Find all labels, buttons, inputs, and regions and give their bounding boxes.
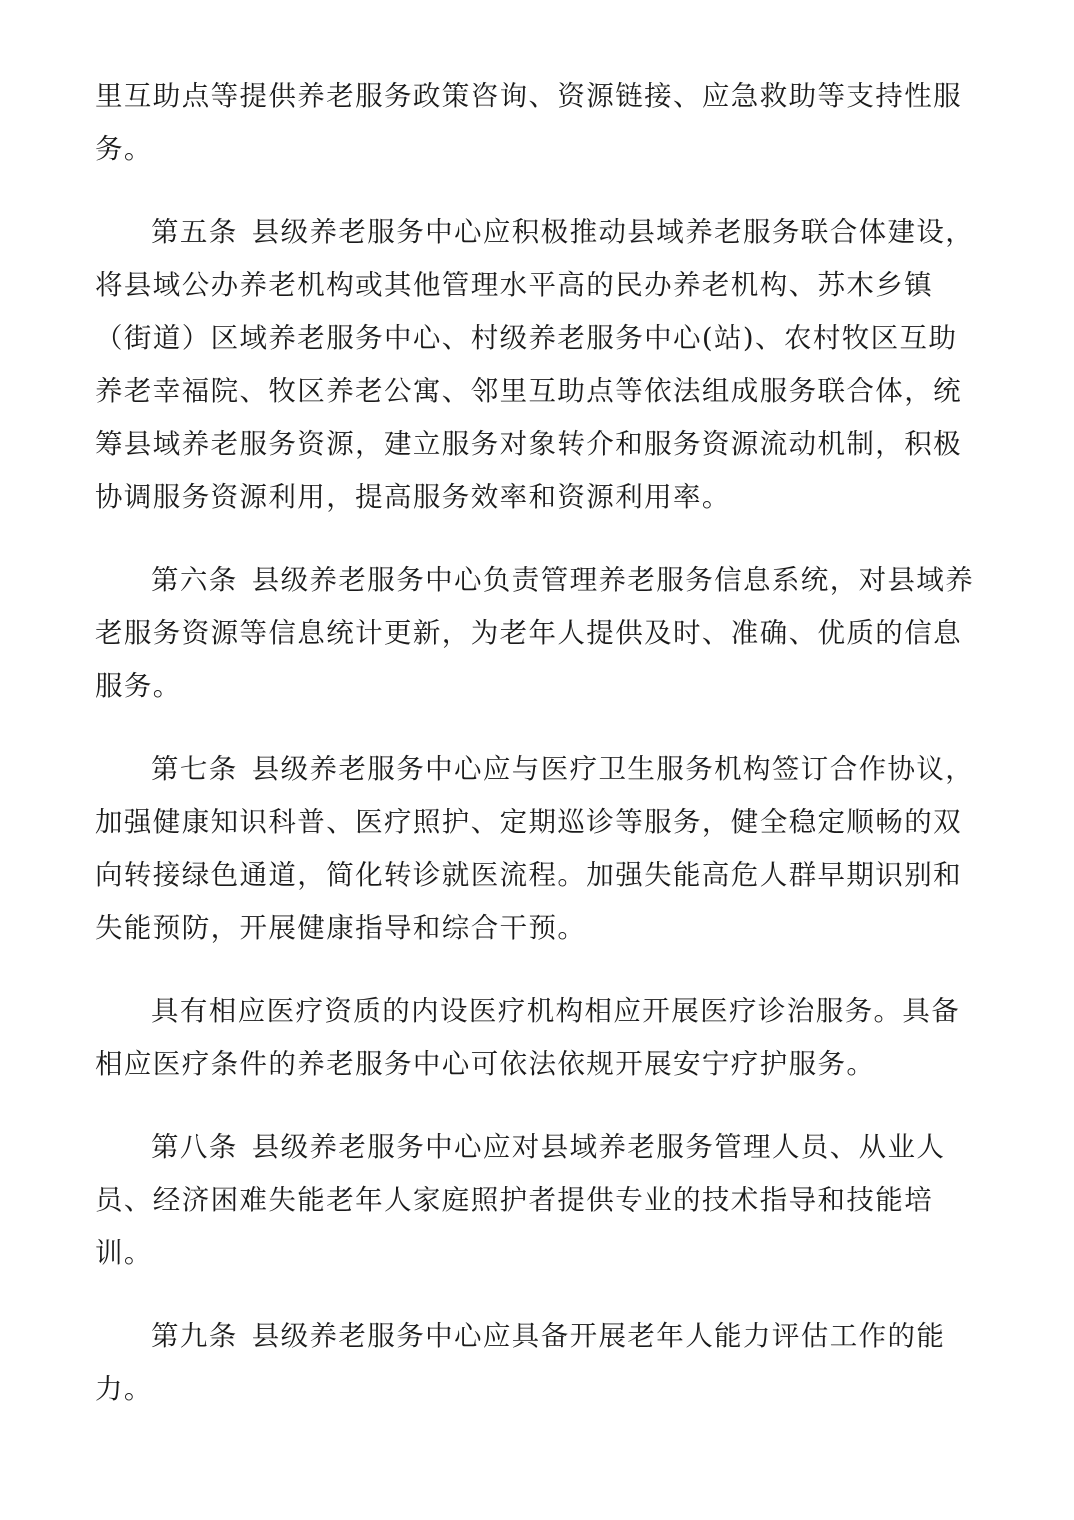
article-5-label: 第五条 <box>151 216 238 248</box>
article-8-text: 县级养老服务中心应对县域养老服务管理人员、从业人 <box>251 1131 946 1163</box>
article-5-line-4: 养老幸福院、牧区养老公寓、邻里互助点等依法组成服务联合体，统 <box>95 375 962 407</box>
article-8-label: 第八条 <box>151 1131 238 1163</box>
article-5-line-2: 将县域公办养老机构或其他管理水平高的民办养老机构、苏木乡镇 <box>95 269 934 301</box>
article-6-line-2: 老服务资源等信息统计更新，为老年人提供及时、准确、优质的信息 <box>95 617 962 649</box>
article-5-line-5: 筹县域养老服务资源，建立服务对象转介和服务资源流动机制，积极 <box>95 428 962 460</box>
article-6-line-3: 服务。 <box>95 670 182 702</box>
article-6-first-line <box>151 560 974 600</box>
paragraph-continuation-line-2: 务。 <box>95 133 153 165</box>
article-5-line-6: 协调服务资源利用，提高服务效率和资源利用率。 <box>95 481 731 513</box>
article-7-first-line <box>151 749 974 789</box>
article-5-first-line <box>151 212 974 252</box>
article-5-text: 县级养老服务中心应积极推动县域养老服务联合体建设， <box>251 216 975 248</box>
article-9-text: 县级养老服务中心应具备开展老年人能力评估工作的能 <box>251 1320 946 1352</box>
paragraph-continuation-line-1: 里互助点等提供养老服务政策咨询、资源链接、应急救助等支持性服 <box>95 80 962 112</box>
article-7-text: 县级养老服务中心应与医疗卫生服务机构签订合作协议， <box>251 753 975 785</box>
article-8-line-2: 员、经济困难失能老年人家庭照护者提供专业的技术指导和技能培 <box>95 1184 934 1216</box>
article-6-text: 县级养老服务中心负责管理养老服务信息系统，对县域养 <box>251 564 975 596</box>
article-6-label: 第六条 <box>151 564 238 596</box>
article-7-line-3: 向转接绿色通道，简化转诊就医流程。加强失能高危人群早期识别和 <box>95 859 962 891</box>
medical-paragraph-line-2: 相应医疗条件的养老服务中心可依法依规开展安宁疗护服务。 <box>95 1048 876 1080</box>
article-9-line-2: 力。 <box>95 1373 153 1405</box>
article-7-line-4: 失能预防，开展健康指导和综合干预。 <box>95 912 587 944</box>
article-8-line-3: 训。 <box>95 1237 153 1269</box>
medical-paragraph-line-1: 具有相应医疗资质的内设医疗机构相应开展医疗诊治服务。具备 <box>151 995 961 1027</box>
article-9-label: 第九条 <box>151 1320 238 1352</box>
article-8-first-line <box>151 1127 945 1167</box>
article-5-line-3: （街道）区域养老服务中心、村级养老服务中心(站)、农村牧区互助 <box>95 322 958 354</box>
article-7-line-2: 加强健康知识科普、医疗照护、定期巡诊等服务，健全稳定顺畅的双 <box>95 806 962 838</box>
article-7-label: 第七条 <box>151 753 238 785</box>
article-9-first-line <box>151 1316 945 1356</box>
